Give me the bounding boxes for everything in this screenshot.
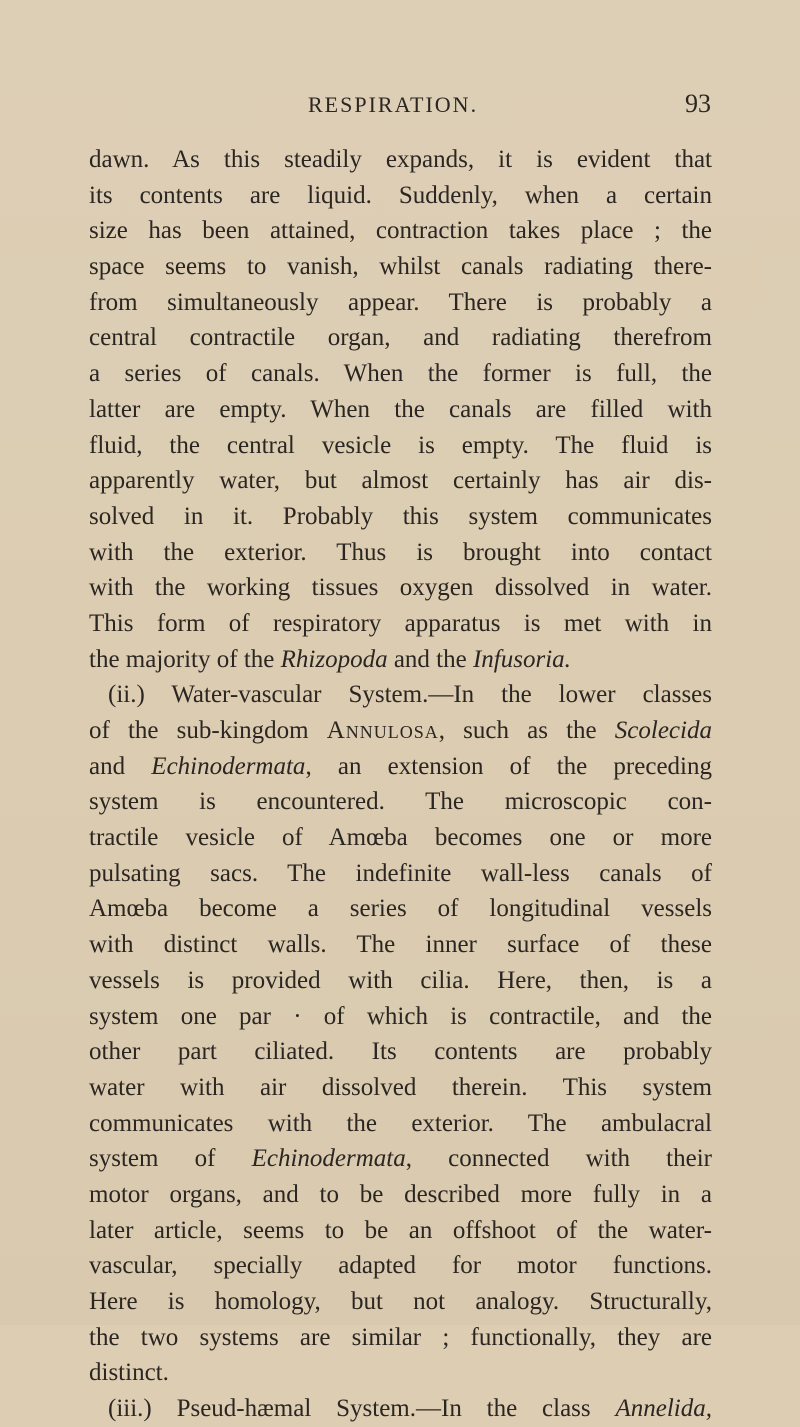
text-segment: pulsating sacs. The indefinite wall-less canals of <box>89 859 712 887</box>
text-segment: (iii.) Pseud-hæmal System.—In the class <box>108 1395 616 1423</box>
text-segment: from simultaneously appear. There is probably a <box>89 288 712 316</box>
text-segment: distinct. <box>89 1359 169 1387</box>
text-segment: solved in it. Probably this system communicates <box>89 502 712 530</box>
text-line <box>89 1141 712 1177</box>
text-line <box>89 1106 712 1142</box>
text-segment: other part ciliated. Its contents are probably <box>89 1038 712 1066</box>
text-line <box>89 320 712 356</box>
page-number: 93 <box>685 89 711 118</box>
text-line <box>89 535 712 571</box>
text-segment: vessels is provided with cilia. Here, then, is a <box>89 966 712 994</box>
text-segment: (ii.) Water-vascular System.—In the lower classes <box>108 681 712 709</box>
text-segment: and the <box>387 645 473 673</box>
text-segment: system of <box>89 1145 252 1173</box>
text-segment: of the sub-kingdom <box>89 717 327 744</box>
text-segment: Here is homology, but not analogy. Structurally, <box>89 1288 712 1315</box>
text-segment: apparently water, but almost certainly has air dis- <box>89 467 712 495</box>
text-line <box>89 784 712 820</box>
text-line <box>89 713 712 749</box>
text-segment: water with air dissolved therein. This system <box>89 1073 712 1101</box>
running-head <box>0 89 800 128</box>
text-segment: the two systems are similar ; functionally, they are <box>89 1323 712 1351</box>
text-segment: the majority of the <box>89 645 281 673</box>
text-segment: latter are empty. When the canals are filled with <box>89 395 712 423</box>
text-line <box>89 677 712 713</box>
text-line <box>89 570 712 606</box>
text-line <box>89 428 712 464</box>
text-line <box>89 1355 712 1391</box>
text-line <box>89 356 712 392</box>
small-caps-term: Annulosa <box>326 717 439 744</box>
text-segment: space seems to vanish, whilst canals radiating there- <box>89 253 712 281</box>
text-segment: a series of canals. When the former is full, the <box>89 360 712 388</box>
text-segment: and <box>89 752 152 780</box>
text-segment: , such as the <box>438 717 615 744</box>
text-segment: motor organs, and to be described more fully in a <box>89 1180 712 1208</box>
text-line <box>89 1070 712 1106</box>
text-line <box>89 1213 712 1249</box>
text-line <box>89 392 712 428</box>
text-line <box>89 999 712 1035</box>
text-line <box>89 178 712 214</box>
text-line <box>89 642 712 678</box>
text-line <box>89 1177 712 1213</box>
text-line <box>89 285 712 321</box>
italic-term: Rhizopoda <box>280 645 388 673</box>
text-segment: system is encountered. The microscopic con- <box>89 788 712 816</box>
italic-term: Echinodermata <box>151 752 306 780</box>
text-line <box>89 142 712 178</box>
text-line <box>89 463 712 499</box>
text-line <box>89 963 712 999</box>
text-segment: tractile vesicle of Amœba becomes one or more <box>89 824 712 852</box>
text-line <box>89 1034 712 1070</box>
text-segment: with the exterior. Thus is brought into contact <box>89 538 712 566</box>
text-line <box>89 1391 712 1427</box>
text-line <box>89 927 712 963</box>
text-line <box>89 499 712 535</box>
running-head-title: RESPIRATION. <box>308 92 479 117</box>
text-segment: fluid, the central vesicle is empty. The fluid is <box>89 431 712 459</box>
text-segment: dawn. As this steadily expands, it is evident that <box>89 146 712 173</box>
text-line <box>89 1248 712 1284</box>
text-segment: with distinct walls. The inner surface of these <box>89 931 712 959</box>
text-segment: with the working tissues oxygen dissolved in water. <box>89 574 712 602</box>
text-segment: vascular, specially adapted for motor functions. <box>89 1252 712 1280</box>
text-line <box>89 891 712 927</box>
italic-term: Echinodermata <box>251 1145 406 1173</box>
text-segment: communicates with the exterior. The ambulacral <box>89 1109 712 1137</box>
italic-term: Infusoria. <box>472 645 571 673</box>
text-line <box>89 856 712 892</box>
text-segment: size has been attained, contraction takes place ; the <box>89 217 712 245</box>
text-line <box>89 820 712 856</box>
text-line <box>89 1284 712 1320</box>
text-segment: system one par · of which is contractile, and the <box>89 1002 712 1030</box>
text-segment: , connected with their <box>405 1145 712 1173</box>
text-line <box>89 213 712 249</box>
italic-term: Annelida, <box>615 1395 712 1423</box>
text-segment: its contents are liquid. Suddenly, when a certain <box>89 181 712 209</box>
body-text <box>89 142 712 1427</box>
text-segment: later article, seems to be an offshoot of the water- <box>89 1216 712 1244</box>
text-line <box>89 1320 712 1356</box>
text-segment: central contractile organ, and radiating therefrom <box>89 324 712 352</box>
italic-term: Scolecida <box>614 717 712 744</box>
text-line <box>89 749 712 785</box>
text-segment: , an extension of the preceding <box>305 752 712 780</box>
text-line <box>89 249 712 285</box>
text-segment: Amœba become a series of longitudinal vessels <box>89 895 712 923</box>
text-line <box>89 606 712 642</box>
text-segment: This form of respiratory apparatus is met with in <box>89 609 712 637</box>
